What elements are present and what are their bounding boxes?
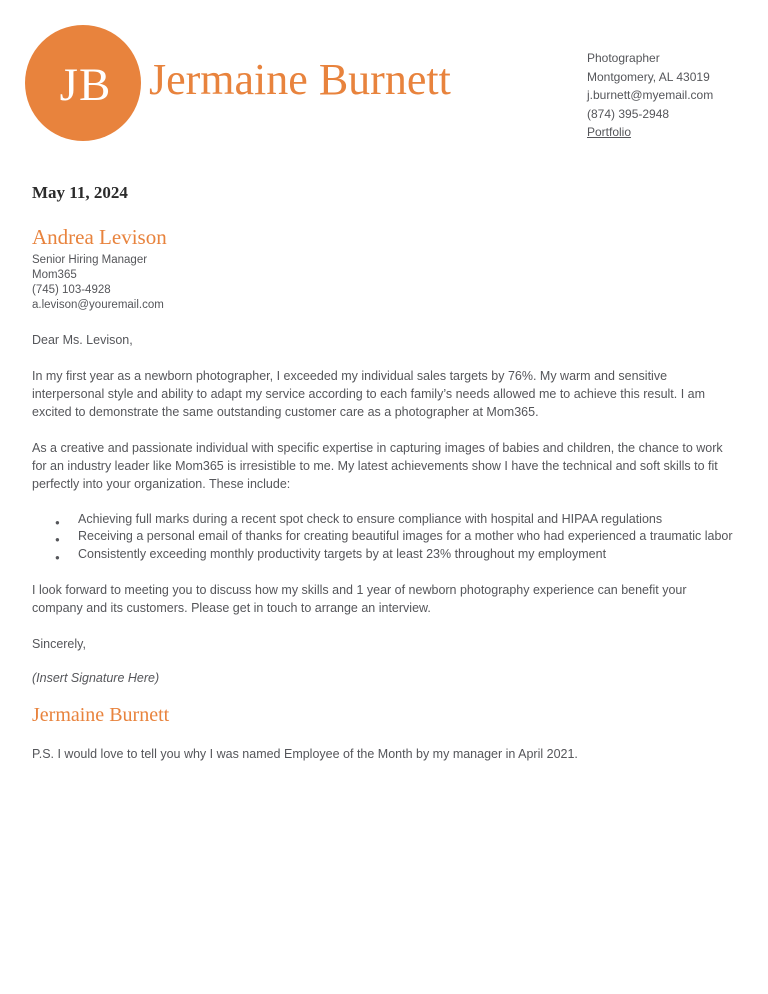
- recipient-title: Senior Hiring Manager: [32, 253, 148, 266]
- recipient-phone: (745) 103-4928: [32, 283, 111, 296]
- recipient-company: Mom365: [32, 268, 77, 281]
- paragraph-closing: I look forward to meeting you to discuss how my skills and 1 year of newborn photography experience can benefit your company and its customers. Please get in touch to arrange an interview.: [32, 583, 687, 615]
- achievement-list: [32, 511, 736, 564]
- salutation: Dear Ms. Levison,: [32, 332, 133, 347]
- contact-phone: (874) 395-2948: [587, 106, 670, 121]
- contact-location: Montgomery, AL 43019: [587, 69, 710, 84]
- letter-body: [0, 183, 768, 764]
- paragraph-motivation: As a creative and passionate individual with specific expertise in capturing images of babies and children, the chance to work for an industry leader like Mom365 is irresistible to me. My latest achievements show I have the technical and soft skills to fit perfectly into your organization. These include:: [32, 440, 723, 491]
- monogram-initials: JB: [59, 59, 112, 111]
- achievement-item: ● Receiving a personal email of thanks for creating beautiful images for a mother who had experienced a traumatic labor: [32, 528, 736, 546]
- signature-name: Jermaine Burnett: [32, 704, 170, 726]
- portfolio-link[interactable]: Portfolio: [587, 125, 632, 139]
- letter-date: May 11, 2024: [32, 182, 128, 202]
- recipient-details: [32, 253, 736, 313]
- contact-role: Photographer: [587, 51, 660, 65]
- achievement-item: ● Achieving full marks during a recent spot check to ensure compliance with hospital and HIPAA regulations: [32, 511, 736, 529]
- letterhead: [0, 0, 768, 142]
- postscript: P.S. I would love to tell you why I was named Employee of the Month by my manager in April 2021.: [32, 747, 578, 761]
- signature-placeholder: (Insert Signature Here): [32, 671, 160, 685]
- paragraph-intro: In my first year as a newborn photographer, I exceeded my individual sales targets by 76%. My warm and sensitive interpersonal style and ability to adapt my service according to each family’s needs allowed me to achieve this result. I am excited to demonstrate the same outstanding customer care as a photographer at Mom365.: [32, 368, 706, 419]
- recipient-email: a.levison@youremail.com: [32, 298, 164, 311]
- applicant-name: Jermaine Burnett: [149, 55, 451, 104]
- recipient-name: Andrea Levison: [32, 224, 167, 249]
- contact-email: j.burnett@myemail.com: [587, 88, 714, 102]
- monogram-logo: [25, 25, 141, 141]
- achievement-item: ● Consistently exceeding monthly productivity targets by at least 23% throughout my employment: [32, 546, 736, 564]
- contact-block: [587, 49, 738, 142]
- valediction: Sincerely,: [32, 637, 86, 651]
